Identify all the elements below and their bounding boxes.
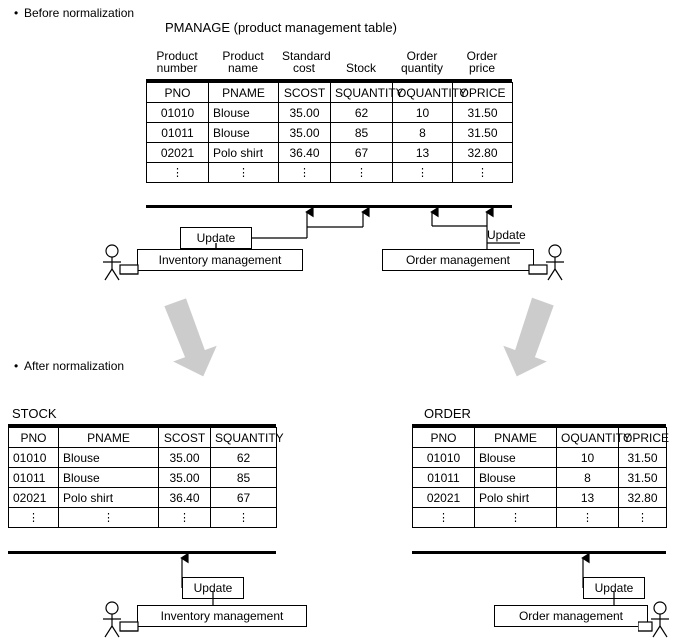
cell-pname: Polo shirt xyxy=(59,488,159,508)
column-header: OQUANTITY xyxy=(557,428,619,448)
cell-pno: 01010 xyxy=(147,103,209,123)
cell-squantity: 85 xyxy=(331,123,393,143)
order-table xyxy=(412,427,670,528)
word-header-cell: Standard cost xyxy=(282,49,331,75)
after-normalization-label: After normalization xyxy=(24,359,125,373)
cell-squantity: 85 xyxy=(211,468,277,488)
person-figure-order xyxy=(527,243,569,283)
cell-scost: 35.00 xyxy=(159,448,211,468)
cell-pno: 01011 xyxy=(413,468,475,488)
cell-ellipsis: ⋮ xyxy=(59,508,159,528)
order-management-box[interactable]: Order management xyxy=(382,249,534,271)
order-update-label: Update xyxy=(583,577,645,599)
table-header-row xyxy=(147,83,513,103)
before-normalization-bullet xyxy=(14,6,134,20)
stock-bottom-rule xyxy=(8,551,276,554)
table-row xyxy=(147,103,513,123)
table-row-ellipsis xyxy=(413,508,667,528)
word-header-cell: Product name xyxy=(222,49,264,75)
cell-scost: 35.00 xyxy=(159,468,211,488)
word-header-cell: Order quantity xyxy=(400,49,444,75)
cell-pname: Blouse xyxy=(209,123,279,143)
bullet-dot: • xyxy=(14,6,19,20)
cell-ellipsis: ⋮ xyxy=(557,508,619,528)
cell-oprice: 32.80 xyxy=(619,488,667,508)
column-header: OQUANTITY xyxy=(393,83,453,103)
word-header-cell: Order price xyxy=(466,49,498,75)
order-bottom-rule xyxy=(412,551,666,554)
cell-pname: Blouse xyxy=(59,448,159,468)
cell-oquantity: 10 xyxy=(557,448,619,468)
column-header: PNO xyxy=(147,83,209,103)
cell-pname: Polo shirt xyxy=(209,143,279,163)
cell-ellipsis: ⋮ xyxy=(393,163,453,183)
word-header-cell: Stock xyxy=(345,61,376,75)
cell-oprice: 31.50 xyxy=(453,123,513,143)
cell-squantity: 62 xyxy=(331,103,393,123)
cell-ellipsis: ⋮ xyxy=(159,508,211,528)
cell-pname: Blouse xyxy=(209,103,279,123)
cell-ellipsis: ⋮ xyxy=(211,508,277,528)
cell-pno: 01010 xyxy=(9,448,59,468)
table-row xyxy=(9,448,277,468)
stock-update-label: Update xyxy=(182,577,244,599)
column-header: SCOST xyxy=(159,428,211,448)
pmanage-bottom-rule xyxy=(146,205,512,208)
table-row xyxy=(9,488,277,508)
cell-ellipsis: ⋮ xyxy=(147,163,209,183)
stock-caption: STOCK xyxy=(12,406,57,421)
column-header: PNO xyxy=(9,428,59,448)
cell-pno: 01011 xyxy=(9,468,59,488)
person-figure-inventory xyxy=(98,243,140,283)
cell-squantity: 67 xyxy=(331,143,393,163)
table-row xyxy=(413,468,667,488)
cell-pname: Blouse xyxy=(59,468,159,488)
stock-table xyxy=(8,427,284,528)
table-header-row xyxy=(413,428,667,448)
table-row-ellipsis xyxy=(147,163,513,183)
inventory-management-box[interactable]: Inventory management xyxy=(137,249,303,271)
cell-oquantity: 13 xyxy=(557,488,619,508)
cell-pno: 02021 xyxy=(9,488,59,508)
cell-scost: 36.40 xyxy=(159,488,211,508)
pmanage-caption: PMANAGE (product management table) xyxy=(165,20,397,35)
cell-pno: 02021 xyxy=(413,488,475,508)
table-row xyxy=(413,488,667,508)
table-row xyxy=(413,448,667,468)
table-row-ellipsis xyxy=(9,508,277,528)
cell-pname: Blouse xyxy=(475,448,557,468)
cell-oquantity: 13 xyxy=(393,143,453,163)
cell-ellipsis: ⋮ xyxy=(413,508,475,528)
cell-oquantity: 8 xyxy=(393,123,453,143)
cell-scost: 36.40 xyxy=(279,143,331,163)
column-header: SQUANTITY xyxy=(211,428,277,448)
cell-scost: 35.00 xyxy=(279,103,331,123)
update-label-right: Update xyxy=(487,228,526,242)
column-header: PNAME xyxy=(475,428,557,448)
cell-oprice: 31.50 xyxy=(619,468,667,488)
cell-pno: 01011 xyxy=(147,123,209,143)
cell-ellipsis: ⋮ xyxy=(209,163,279,183)
column-header: SQUANTITY xyxy=(331,83,393,103)
word-header-cell: Product number xyxy=(156,49,198,75)
table-row xyxy=(147,143,513,163)
cell-squantity: 62 xyxy=(211,448,277,468)
cell-pname: Polo shirt xyxy=(475,488,557,508)
column-header: PNO xyxy=(413,428,475,448)
update-label-left: Update xyxy=(180,227,252,249)
pmanage-word-header xyxy=(146,38,512,76)
cell-oprice: 31.50 xyxy=(619,448,667,468)
after-normalization-bullet xyxy=(14,359,124,373)
cell-ellipsis: ⋮ xyxy=(619,508,667,528)
table-row xyxy=(9,468,277,488)
cell-ellipsis: ⋮ xyxy=(331,163,393,183)
person-figure-stock xyxy=(98,600,140,640)
person-figure-order-after xyxy=(638,600,674,640)
bullet-dot: • xyxy=(14,359,19,373)
column-header: OPRICE xyxy=(619,428,667,448)
order-management-box-after[interactable]: Order management xyxy=(494,605,648,627)
order-caption: ORDER xyxy=(424,406,471,421)
cell-squantity: 67 xyxy=(211,488,277,508)
cell-oprice: 31.50 xyxy=(453,103,513,123)
table-row xyxy=(147,123,513,143)
cell-ellipsis: ⋮ xyxy=(279,163,331,183)
cell-oquantity: 8 xyxy=(557,468,619,488)
column-header: PNAME xyxy=(209,83,279,103)
column-header: SCOST xyxy=(279,83,331,103)
cell-ellipsis: ⋮ xyxy=(475,508,557,528)
cell-pname: Blouse xyxy=(475,468,557,488)
cell-ellipsis: ⋮ xyxy=(453,163,513,183)
column-header: OPRICE xyxy=(453,83,513,103)
pmanage-table xyxy=(146,82,513,183)
stock-inventory-management-box[interactable]: Inventory management xyxy=(137,605,307,627)
column-header: PNAME xyxy=(59,428,159,448)
table-header-row xyxy=(9,428,277,448)
before-normalization-label: Before normalization xyxy=(24,6,135,20)
split-arrow-right xyxy=(496,295,564,383)
cell-scost: 35.00 xyxy=(279,123,331,143)
cell-pno: 02021 xyxy=(147,143,209,163)
cell-oquantity: 10 xyxy=(393,103,453,123)
split-arrow-left xyxy=(156,295,224,383)
cell-ellipsis: ⋮ xyxy=(9,508,59,528)
cell-pno: 01010 xyxy=(413,448,475,468)
cell-oprice: 32.80 xyxy=(453,143,513,163)
